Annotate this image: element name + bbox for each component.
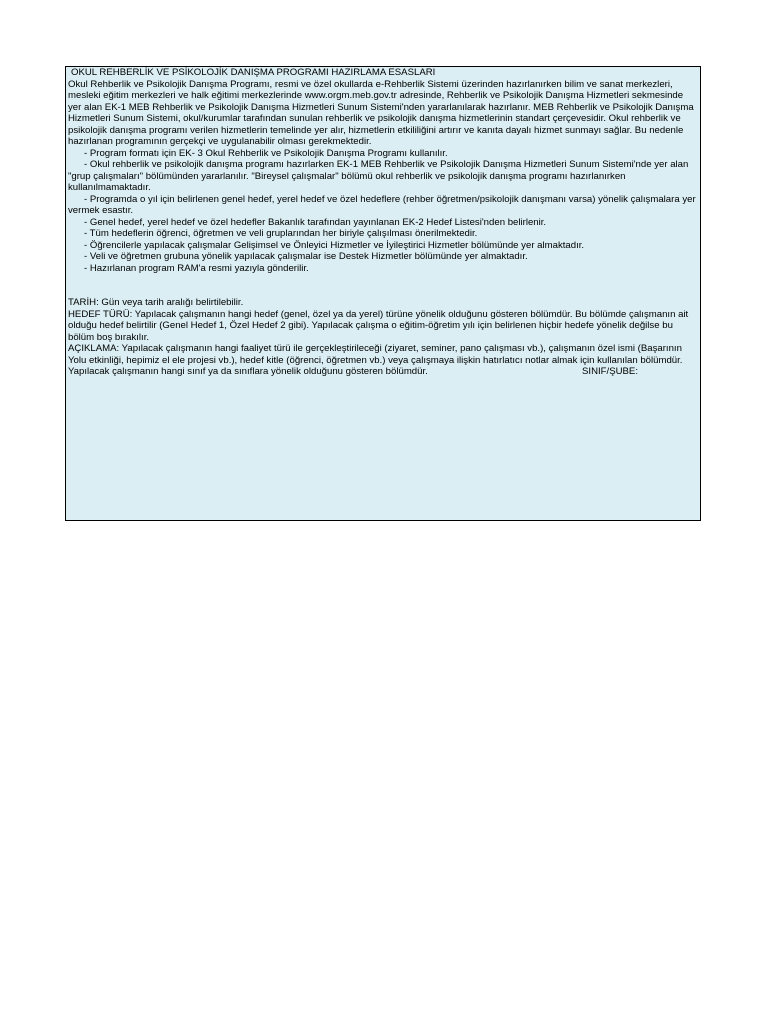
sinif-sube-label: SINIF/ŞUBE: — [582, 366, 638, 377]
guidelines-content — [66, 67, 700, 378]
document-title: OKUL REHBERLİK VE PSİKOLOJİK DANIŞMA PROGRAMI HAZIRLAMA ESASLARI — [71, 67, 436, 78]
intro-paragraph: Okul Rehberlik ve Psikolojik Danışma Programı, resmi ve özel okullarda e-Rehberlik Sistemi üzerinden hazırlanırken bilim ve sanat merkezleri, mesleki eğitim merkezleri ve halk eğitimi merkezlerinde www.orgm.meb.gov.tr adresinde, Rehberlik ve Psikolojik Danışma Hizmetleri sekmesinde yer alan EK-1 MEB Rehberlik ve Psikolojik Danışma Hizmetleri Sunum Sistemi'nden yararlanılarak hazırlanır. MEB Rehberlik ve Psikolojik Danışma Hizmetleri Sunum Sistemi, okul/kurumlar tarafından sunulan rehberlik ve psikolojik danışma hizmetlerinin standart çerçevesidir. Okul rehberlik ve psikolojik danışma programı verilen hizmetlerin temelinde yer alır, hizmetlerin etkililiğini artırır ve kanıta dayalı hizmet sunmayı sağlar. Bu nedenle hazırlanan programının gerçekçi ve uygulanabilir olması gerekmektedir. — [68, 78, 694, 147]
bullet-item: - Tüm hedeflerin öğrenci, öğretmen ve veli gruplarından her biriyle çalışılması önerilmektedir. — [84, 228, 478, 239]
tarih-description: TARİH: Gün veya tarih aralığı belirtilebilir. — [68, 297, 244, 308]
bullet-item: - Okul rehberlik ve psikolojik danışma programı hazırlarken EK-1 MEB Rehberlik ve Psikolojik Danışma Hizmetleri Sunum Sistemi'nde yer alan "grup çalışmaları" bölümünden yararlanılır. "Bireysel çalışmalar" bölümü okul rehberlik ve psikolojik danışma programı hazırlanırken kullanılmamaktadır. — [68, 159, 689, 193]
bullet-item: - Programda o yıl için belirlenen genel hedef, yerel hedef ve özel hedeflere (rehber öğretmen/psikolojik danışmanı varsa) yönelik çalışmalara yer vermek esastır. — [68, 193, 696, 216]
sinif-sube-description: Yapılacak çalışmanın hangi sınıf ya da sınıflara yönelik olduğunu gösteren bölümdür. — [68, 366, 428, 377]
bullet-item: - Hazırlanan program RAM'a resmi yazıyla gönderilir. — [84, 262, 309, 274]
bullet-item: - Program formatı için EK- 3 Okul Rehberlik ve Psikolojik Danışma Programı kullanılır. — [84, 147, 448, 159]
section-spacer — [68, 274, 698, 297]
guidelines-text-box — [65, 66, 701, 521]
aciklama-text: AÇIKLAMA: Yapılacak çalışmanın hangi faaliyet türü ile gerçekleştirileceği (ziyaret, seminer, pano çalışması vb.), çalışmanın özel ismi (Başarının Yolu etkinliği, hepimiz el ele projesi vb.), hedef kitle (öğrenci, öğretmen vb.) veya çalışmaya ilişkin hatırlatıcı notlar almak için kullanılan bölümdür. — [68, 343, 683, 366]
bullet-item: - Öğrencilerle yapılacak çalışmalar Gelişimsel ve Önleyici Hizmetler ve İyileştirici Hizmetler bölümünde yer almaktadır. — [84, 239, 585, 251]
bullet-item: - Genel hedef, yerel hedef ve özel hedefler Bakanlık tarafından yayınlanan EK-2 Hedef Listesi'nden belirlenir. — [84, 216, 547, 228]
bullet-item: - Veli ve öğretmen grubuna yönelik yapılacak çalışmalar ise Destek Hizmetler bölümünde yer almaktadır. — [84, 251, 528, 262]
hedef-turu-description: HEDEF TÜRÜ: Yapılacak çalışmanın hangi hedef (genel, özel ya da yerel) türüne yönelik olduğunu gösteren bölümdür. Bu bölümde çalışmanın ait olduğu hedef belirtilir (Genel Hedef 1, Özel Hedef 2 gibi). Yapılacak çalışma o eğitim-öğretim yılı için belirlenen hiçbir hedefe yönelik değilse bu bölüm boş bırakılır. — [68, 308, 689, 343]
